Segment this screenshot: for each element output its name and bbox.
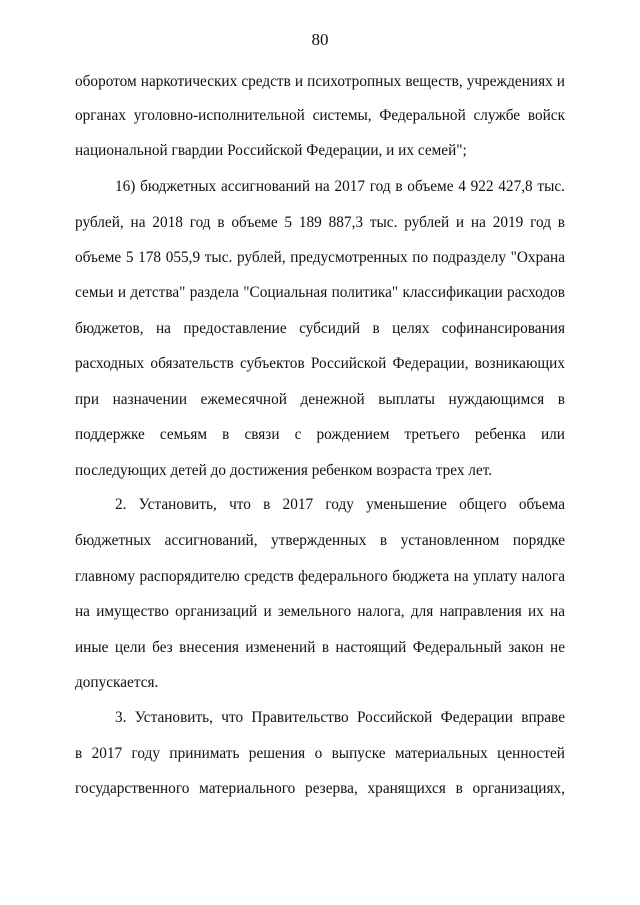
text-line: государственного материального резерва, хранящихся в организациях, xyxy=(75,780,565,797)
text-line: 16) бюджетных ассигнований на 2017 год в объеме 4 922 427,8 тыс. xyxy=(115,178,565,195)
text-line: допускается. xyxy=(75,674,159,691)
text-line: 3. Установить, что Правительство Российской Федерации вправе xyxy=(115,709,565,726)
text-line: оборотом наркотических средств и психотропных веществ, учреждениях и xyxy=(75,73,565,90)
text-line: бюджетных ассигнований, утвержденных в установленном порядке xyxy=(75,532,565,549)
text-line: при назначении ежемесячной денежной выплаты нуждающимся в xyxy=(75,391,565,408)
text-line: объеме 5 178 055,9 тыс. рублей, предусмотренных по подразделу "Охрана xyxy=(75,249,565,266)
text-line: на имущество организаций и земельного налога, для направления их на xyxy=(75,603,565,620)
text-line: иные цели без внесения изменений в настоящий Федеральный закон не xyxy=(75,639,565,656)
text-line: последующих детей до достижения ребенком возраста трех лет. xyxy=(75,462,493,479)
text-line: в 2017 году принимать решения о выпуске материальных ценностей xyxy=(75,745,565,762)
text-line: семьи и детства" раздела "Социальная политика" классификации расходов xyxy=(75,284,565,301)
text-line: органах уголовно-исполнительной системы, Федеральной службе войск xyxy=(75,107,565,124)
text-line: национальной гвардии Российской Федерации, и их семей"; xyxy=(75,142,467,159)
text-line: 2. Установить, что в 2017 году уменьшение общего объема xyxy=(115,496,565,513)
page-number: 80 xyxy=(311,30,329,49)
text-line: расходных обязательств субъектов Российской Федерации, возникающих xyxy=(75,355,565,372)
text-line: поддержке семьям в связи с рождением третьего ребенка или xyxy=(75,426,565,443)
text-line: главному распорядителю средств федерального бюджета на уплату налога xyxy=(75,568,565,585)
text-line: бюджетов, на предоставление субсидий в целях софинансирования xyxy=(75,320,565,337)
text-line: рублей, на 2018 год в объеме 5 189 887,3 тыс. рублей и на 2019 год в xyxy=(75,214,565,231)
